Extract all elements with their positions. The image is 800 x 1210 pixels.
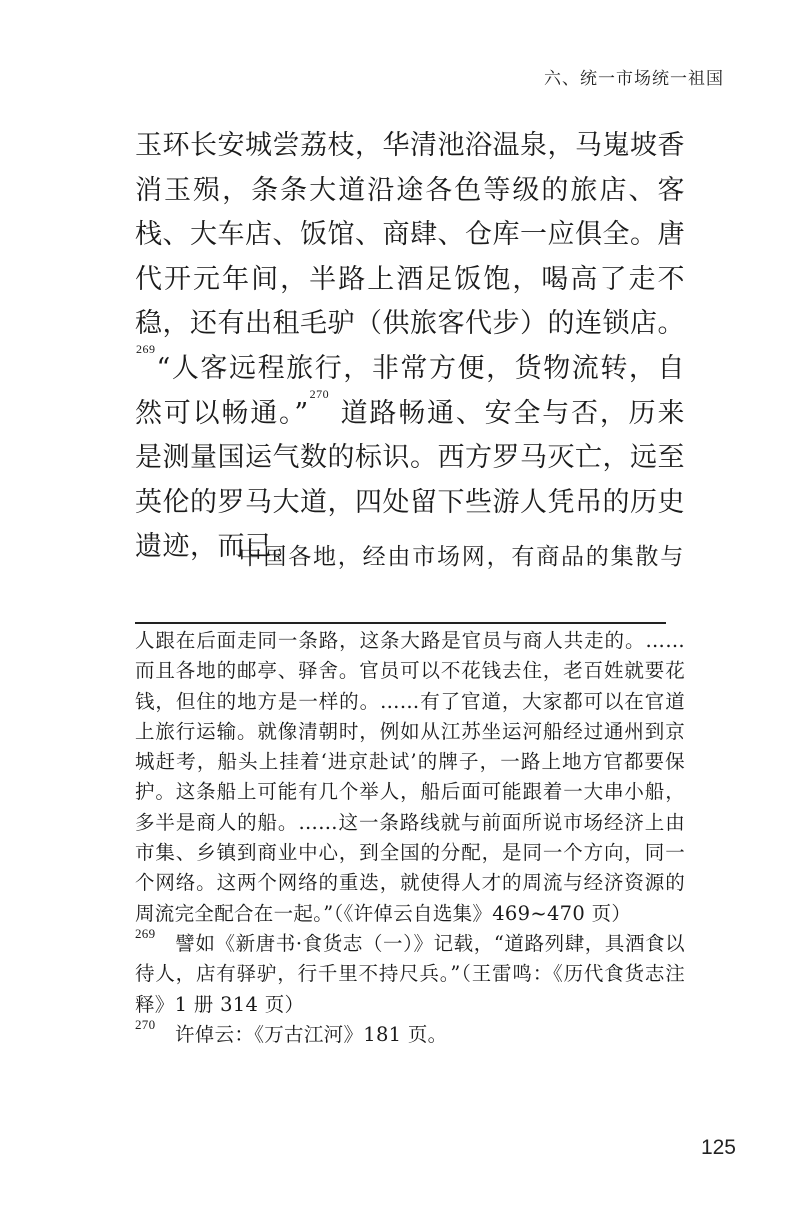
page-number: 125 — [700, 1136, 736, 1159]
footnote-269-text: 譬如《新唐书·食货志（一）》记载，“道路列肆，具酒食以待人，店有驿驴，行千里不持尺兵。”（王雷鸣：《历代食货志注释》1 册 314 页） — [135, 931, 685, 1016]
footnote-reference-270[interactable]: 270 — [309, 386, 330, 401]
footnote-269 — [135, 925, 685, 1020]
footnote-269-number: 269 — [135, 925, 156, 941]
footnote-270-text: 许倬云：《万古江河》181 页。 — [175, 1022, 448, 1046]
footnote-270 — [135, 1016, 685, 1050]
footnote-270-number: 270 — [135, 1016, 156, 1032]
paragraph-2-start: 中国各地，经由市场网，有商品的集散与 — [238, 544, 685, 570]
footnote-divider — [135, 622, 666, 624]
paragraph-1-part-1: 玉环长安城尝荔枝，华清池浴温泉，马嵬坡香消玉殒，条条大道沿途各色等级的旅店、客栈、大车店、饭馆、商肆、仓库一应俱全。唐代开元年间，半路上酒足饭饱，喝高了走不稳，还有出租毛驴（供旅客代步）的连锁店。 — [135, 130, 685, 340]
footnote-reference-269[interactable]: 269 — [136, 341, 156, 356]
paragraph-1-part-2: “人客远程旅行，非常方便，货物流转，自然可以畅通。” — [135, 352, 685, 429]
main-text — [135, 124, 685, 570]
running-header: 六、统一市场统一祖国 — [544, 69, 724, 89]
paragraph-1 — [135, 124, 685, 570]
footnotes — [135, 626, 685, 1050]
footnote-continued: 人跟在后面走同一条路，这条大路是官员与商人共走的。……而且各地的邮亭、驿舍。官员可以不花钱去住，老百姓就要花钱，但住的地方是一样的。……有了官道，大家都可以在官道上旅行运输。就像清朝时，例如从江苏坐运河船经过通州到京城赶考，船头上挂着‘进京赴试’的牌子，一路上地方官都要保护。这条船上可能有几个举人，船后面可能跟着一大串小船，多半是商人的船。……这一条路线就与前面所说市场经济上由市集、乡镇到商业中心，到全国的分配，是同一个方向，同一个网络。这两个网络的重迭，就使得人才的周流与经济资源的周流完全配合在一起。”（《许倬云自选集》469~470 页） — [135, 629, 685, 925]
paragraph-1-part-3: 道路畅通、安全与否，历来是测量国运气数的标识。西方罗马灭亡，远至英伦的罗马大道，四处留下些游人凭吊的历史遗迹，而已。 — [135, 397, 685, 563]
